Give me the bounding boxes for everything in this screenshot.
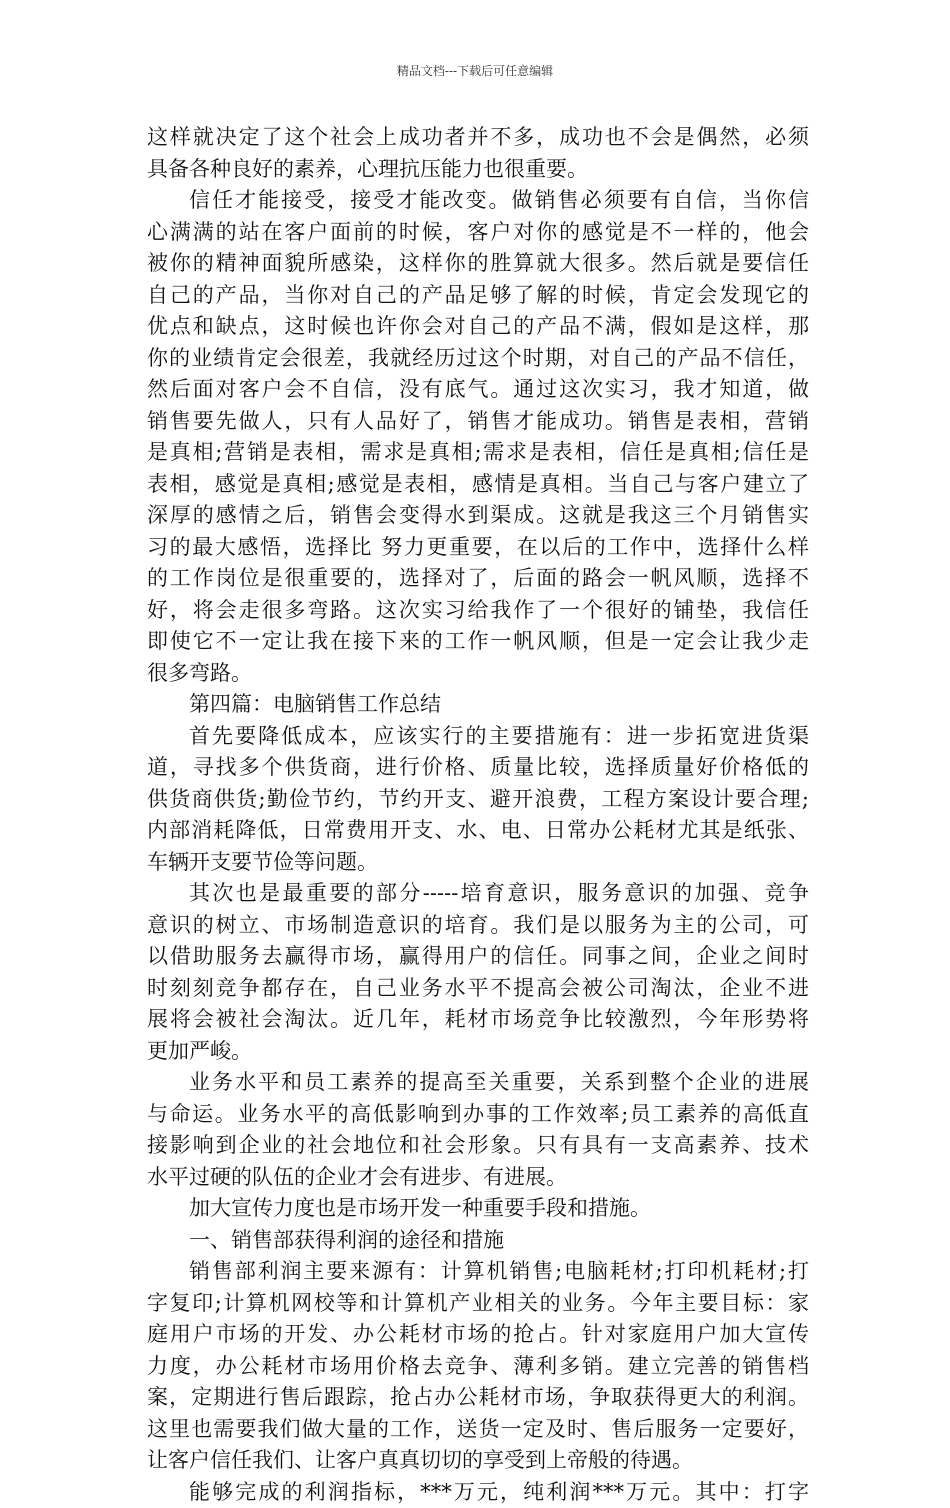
text-line: 庭用户市场的开发、办公耗材市场的抢占。针对家庭用户加大宣传 xyxy=(147,1319,809,1351)
text-line: 习的最大感悟，选择比 努力更重要，在以后的工作中，选择什么样 xyxy=(147,532,809,564)
text-line: 然后面对客户会不自信，没有底气。通过这次实习，我才知道，做 xyxy=(147,374,809,406)
text-line: 道，寻找多个供货商，进行价格、质量比较，选择质量好价格低的 xyxy=(147,752,809,784)
text-line: 意识的树立、市场制造意识的培育。我们是以服务为主的公司，可 xyxy=(147,910,809,942)
text-line: 是真相;营销是表相，需求是真相;需求是表相，信任是真相;信任是 xyxy=(147,437,809,469)
text-line: 时刻刻竞争都存在，自己业务水平不提高会被公司淘汰，企业不进 xyxy=(147,973,809,1005)
text-line: 车辆开支要节俭等问题。 xyxy=(147,847,809,879)
text-line: 接影响到企业的社会地位和社会形象。只有具有一支高素养、技术 xyxy=(147,1130,809,1162)
text-line: 心满满的站在客户面前的时候，客户对你的感觉是不一样的，他会 xyxy=(147,217,809,249)
text-line: 其次也是最重要的部分-----培育意识，服务意识的加强、竞争 xyxy=(147,878,809,910)
text-line: 展将会被社会淘汰。近几年，耗材市场竞争比较激烈，今年形势将 xyxy=(147,1004,809,1036)
text-line: 具备各种良好的素养，心理抗压能力也很重要。 xyxy=(147,154,809,186)
text-line: 水平过硬的队伍的企业才会有进步、有进展。 xyxy=(147,1162,809,1194)
document-body xyxy=(147,122,809,1508)
text-line: 供货商供货;勤俭节约，节约开支、避开浪费，工程方案设计要合理; xyxy=(147,784,809,816)
text-line: 这里也需要我们做大量的工作，送货一定及时、售后服务一定要好， xyxy=(147,1414,809,1446)
text-line: 能够完成的利润指标，***万元，纯利润***万元。其中：打字 xyxy=(147,1477,809,1508)
text-line: 业务水平和员工素养的提高至关重要，关系到整个企业的进展 xyxy=(147,1067,809,1099)
text-line: 让客户信任我们、让客户真真切切的享受到上帝般的待遇。 xyxy=(147,1445,809,1477)
text-line: 一、销售部获得利润的途径和措施 xyxy=(147,1225,809,1257)
text-line: 销售部利润主要来源有：计算机销售;电脑耗材;打印机耗材;打 xyxy=(147,1256,809,1288)
text-line: 内部消耗降低，日常费用开支、水、电、日常办公耗材尤其是纸张、 xyxy=(147,815,809,847)
text-line: 加大宣传力度也是市场开发一种重要手段和措施。 xyxy=(147,1193,809,1225)
text-line: 首先要降低成本，应该实行的主要措施有：进一步拓宽进货渠 xyxy=(147,721,809,753)
text-line: 深厚的感情之后，销售会变得水到渠成。这就是我这三个月销售实 xyxy=(147,500,809,532)
text-line: 好，将会走很多弯路。这次实习给我作了一个很好的铺垫，我信任 xyxy=(147,595,809,627)
text-line: 以借助服务去赢得市场，赢得用户的信任。同事之间，企业之间时 xyxy=(147,941,809,973)
text-line: 自己的产品，当你对自己的产品足够了解的时候，肯定会发现它的 xyxy=(147,280,809,312)
text-line: 力度，办公耗材市场用价格去竞争、薄利多销。建立完善的销售档 xyxy=(147,1351,809,1383)
text-line: 你的业绩肯定会很差，我就经历过这个时期，对自己的产品不信任， xyxy=(147,343,809,375)
text-line: 案，定期进行售后跟踪，抢占办公耗材市场，争取获得更大的利润。 xyxy=(147,1382,809,1414)
text-line: 销售要先做人，只有人品好了，销售才能成功。销售是表相，营销 xyxy=(147,406,809,438)
text-line: 的工作岗位是很重要的，选择对了，后面的路会一帆风顺，选择不 xyxy=(147,563,809,595)
page-header: 精品文档---下载后可任意编辑 xyxy=(0,62,950,79)
text-line: 优点和缺点，这时候也许你会对自己的产品不满，假如是这样，那 xyxy=(147,311,809,343)
text-line: 信任才能接受，接受才能改变。做销售必须要有自信，当你信 xyxy=(147,185,809,217)
text-line: 与命运。业务水平的高低影响到办事的工作效率;员工素养的高低直 xyxy=(147,1099,809,1131)
text-line: 这样就决定了这个社会上成功者并不多，成功也不会是偶然，必须 xyxy=(147,122,809,154)
text-line: 第四篇：电脑销售工作总结 xyxy=(147,689,809,721)
text-line: 很多弯路。 xyxy=(147,658,809,690)
text-line: 即使它不一定让我在接下来的工作一帆风顺，但是一定会让我少走 xyxy=(147,626,809,658)
text-line: 更加严峻。 xyxy=(147,1036,809,1068)
text-line: 表相，感觉是真相;感觉是表相，感情是真相。当自己与客户建立了 xyxy=(147,469,809,501)
text-line: 字复印;计算机网校等和计算机产业相关的业务。今年主要目标：家 xyxy=(147,1288,809,1320)
text-line: 被你的精神面貌所感染，这样你的胜算就大很多。然后就是要信任 xyxy=(147,248,809,280)
